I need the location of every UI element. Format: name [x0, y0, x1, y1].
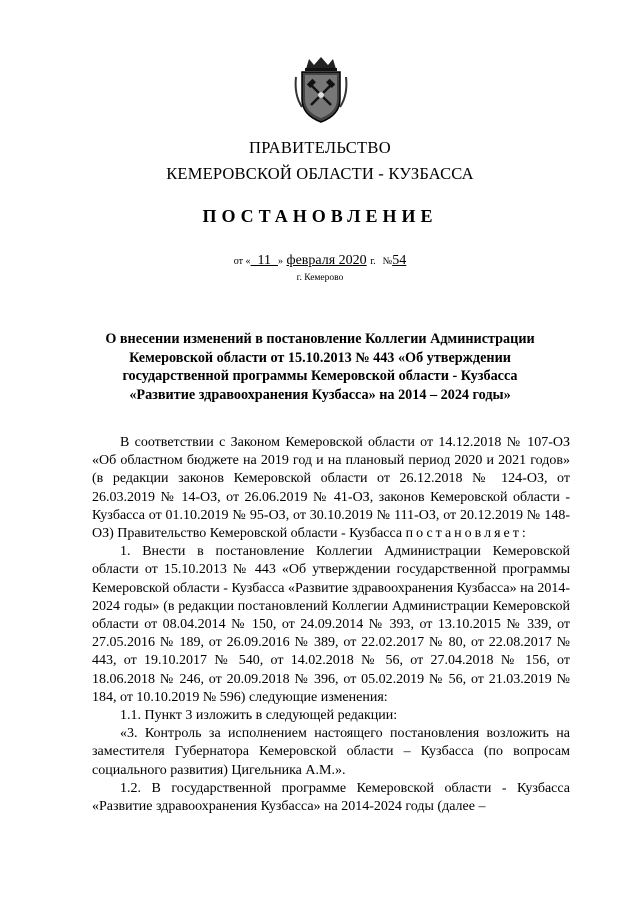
city-label: г. Кемерово: [296, 273, 344, 283]
date-number-line: [0, 253, 640, 269]
body-paragraph-item1-2: 1.2. В государственной программе Кемеровской области - Кузбасса «Развитие здравоохранения Кузбасса» на 2014-2024 годы (далее –: [92, 780, 570, 815]
body-paragraph-item3-quote: «3. Контроль за исполнением настоящего постановления возложить на заместителя Губернатора Кемеровской области – Кузбасса (по вопросам социального развития) Цигельника А.М.».: [92, 726, 570, 778]
decree-subject: [80, 330, 560, 404]
subject-line: государственной программы Кемеровской области - Кузбасса: [122, 368, 518, 384]
subject-line: «Развитие здравоохранения Кузбасса» на 2014 – 2024 годы»: [129, 386, 511, 403]
resolves-word: постановляет:: [405, 526, 529, 542]
document-type-title: ПОСТАНОВЛЕНИЕ: [202, 206, 438, 226]
date-year-suffix: г.: [370, 256, 376, 267]
government-name-line1: ПРАВИТЕЛЬСТВО: [249, 138, 391, 157]
subject-line: О внесении изменений в постановление Коллегии Администрации: [105, 331, 535, 347]
date-month-year: февраля 2020: [286, 253, 367, 268]
body-paragraph-item1: 1. Внести в постановление Коллегии Администрации Кемеровской области от 15.10.2013 № 443 «Об утверждении государственной программы Кемеровской области - Кузбасса «Развитие здравоохранения Кузбасса» на 2014-2024 годы» (в редакции постановлений Коллегии Администрации Кемеровской области от 08.04.2014 № 150, от 24.09.2014 № 393, от 13.10.2015 № 339, от 27.05.2016 № 189, от 26.09.2016 № 389, от 22.02.2017 № 80, от 22.08.2017 № 443, от 19.10.2017 № 540, от 14.02.2018 № 56, от 27.04.2018 № 156, от 18.06.2018 № 246, от 20.09.2018 № 396, от 05.02.2019 № 56, от 21.03.2019 № 184, от 10.10.2019 № 596) следующие изменения:: [92, 544, 570, 705]
decree-body: [92, 434, 570, 816]
date-day: 11: [257, 253, 272, 268]
subject-line: Кемеровской области от 15.10.2013 № 443 «Об утверждении: [129, 349, 511, 366]
decree-number: 54: [392, 253, 407, 268]
government-name-line2: КЕМЕРОВСКОЙ ОБЛАСТИ - КУЗБАССА: [166, 164, 474, 183]
coat-of-arms-icon: [292, 55, 350, 125]
date-quote-close: »: [278, 256, 284, 267]
body-paragraph-preamble: В соответствии с Законом Кемеровской области от 14.12.2018 № 107-ОЗ «Об областном бюджете на 2019 год и на плановый период 2020 и 2021 годов» (в редакции законов Кемеровской области от 26.12.2018 № 124-ОЗ, от 26.03.2019 № 14-ОЗ, от 26.06.2019 № 41-ОЗ, законов Кемеровской области - Кузбасса от 01.10.2019 № 95-ОЗ, от 30.10.2019 № 111-ОЗ, от 20.12.2019 № 148-ОЗ) Правительство Кемеровской области - Кузбасса постановляет:: [92, 435, 570, 542]
number-label: №: [382, 256, 393, 267]
date-prefix: от «: [233, 256, 251, 267]
body-paragraph-item1-1: 1.1. Пункт 3 изложить в следующей редакции:: [120, 708, 398, 724]
